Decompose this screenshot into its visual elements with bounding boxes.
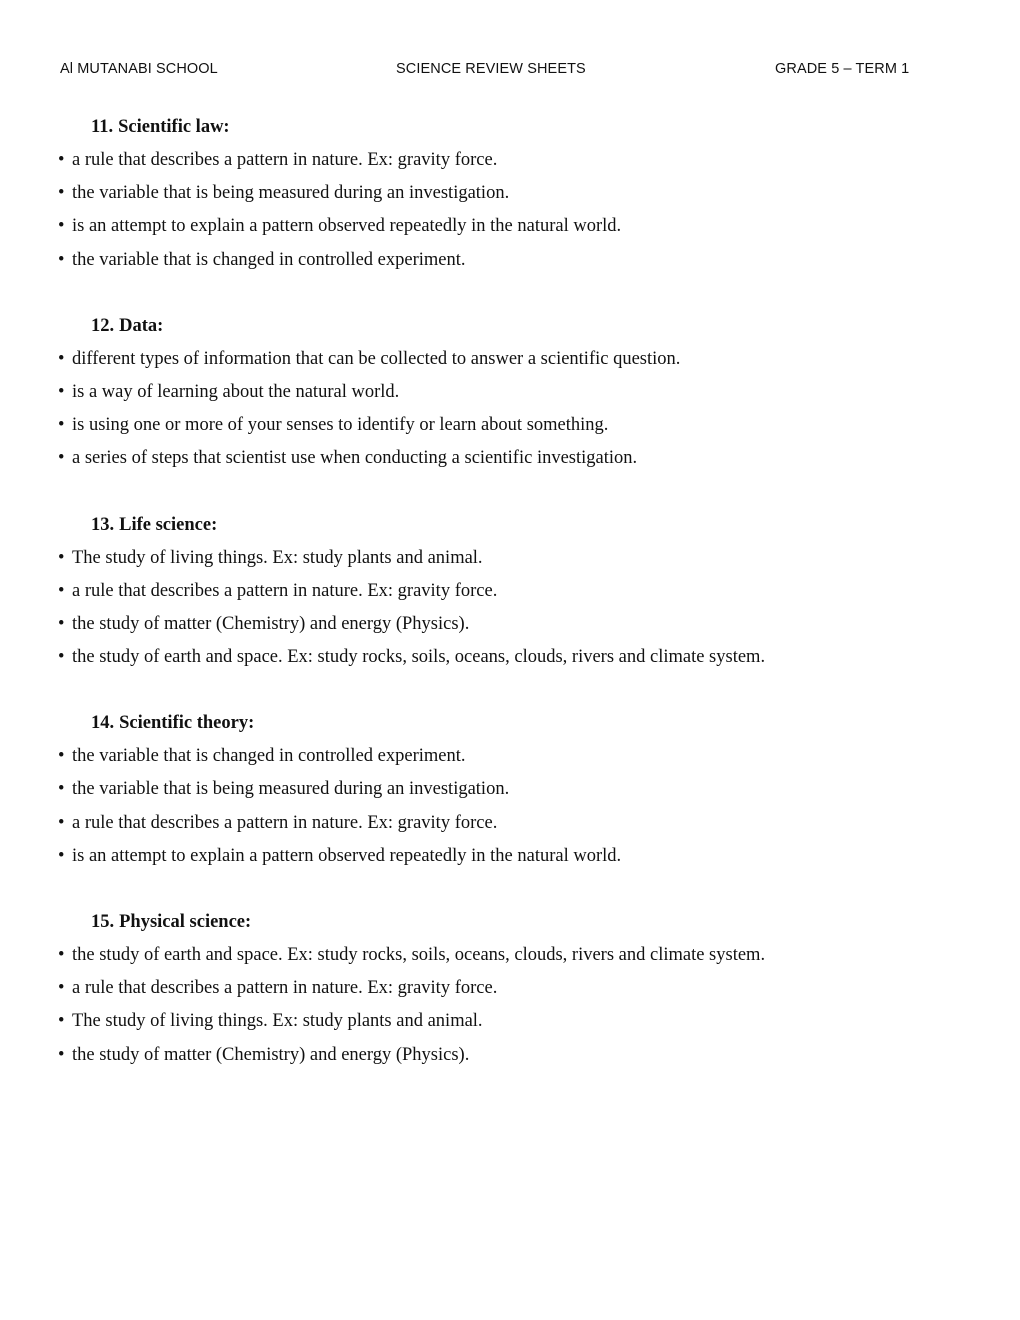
bullet-icon: •	[58, 216, 65, 237]
question-title	[58, 310, 958, 343]
answer-option-text: is an attempt to explain a pattern observed repeatedly in the natural world.	[72, 216, 622, 237]
answer-option	[58, 210, 958, 243]
document-title: SCIENCE REVIEW SHEETS	[396, 61, 586, 77]
question-block	[58, 509, 958, 675]
bullet-icon: •	[58, 183, 65, 204]
question-title	[58, 707, 958, 740]
answer-option-text: the study of matter (Chemistry) and energy (Physics).	[72, 1044, 470, 1065]
answer-option-text: a rule that describes a pattern in nature. Ex: gravity force.	[72, 580, 498, 601]
question-number: 11.	[91, 117, 114, 137]
answer-option-text: is using one or more of your senses to identify or learn about something.	[72, 415, 609, 436]
question-term: Physical science:	[119, 912, 252, 932]
bullet-icon: •	[58, 348, 65, 369]
question-list	[58, 111, 958, 1105]
question-title	[58, 111, 958, 144]
answer-option	[58, 542, 958, 575]
bullet-icon: •	[58, 547, 65, 568]
answer-option	[58, 376, 958, 409]
answer-option	[58, 575, 958, 608]
bullet-icon: •	[58, 613, 65, 634]
bullet-icon: •	[58, 448, 65, 469]
answer-option-text: The study of living things. Ex: study plants and animal.	[72, 1011, 483, 1032]
answer-option	[58, 177, 958, 210]
bullet-icon: •	[58, 381, 65, 402]
answer-option	[58, 608, 958, 641]
question-title	[58, 906, 958, 939]
answer-option	[58, 840, 958, 873]
page-header	[60, 61, 960, 83]
question-number: 12.	[91, 315, 115, 336]
answer-option	[58, 972, 958, 1005]
question-number: 13.	[91, 514, 115, 535]
question-block	[58, 906, 958, 1072]
answer-option-text: the study of earth and space. Ex: study rocks, soils, oceans, clouds, rivers and climate system.	[72, 945, 766, 965]
question-number: 15.	[91, 912, 115, 932]
answer-option-text: the study of matter (Chemistry) and energy (Physics).	[72, 613, 470, 634]
bullet-icon: •	[58, 945, 65, 965]
answer-option-text: different types of information that can be collected to answer a scientific question.	[72, 348, 681, 369]
answer-option-text: the variable that is changed in controlled experiment.	[72, 249, 466, 270]
bullet-icon: •	[58, 812, 65, 833]
school-name: Al MUTANABI SCHOOL	[60, 61, 218, 77]
bullet-icon: •	[58, 845, 65, 866]
question-number: 14.	[91, 713, 115, 734]
answer-option-text: a rule that describes a pattern in nature. Ex: gravity force.	[72, 812, 498, 833]
bullet-icon: •	[58, 580, 65, 601]
grade-term: GRADE 5 – TERM 1	[775, 61, 910, 77]
question-term: Data:	[119, 315, 164, 336]
question-block	[58, 111, 958, 277]
answer-option	[58, 144, 958, 177]
bullet-icon: •	[58, 779, 65, 800]
answer-option	[58, 740, 958, 773]
bullet-icon: •	[58, 1011, 65, 1032]
question-block	[58, 310, 958, 476]
answer-option	[58, 244, 958, 277]
bullet-icon: •	[58, 746, 65, 767]
bullet-icon: •	[58, 978, 65, 999]
answer-option-text: a series of steps that scientist use when conducting a scientific investigation.	[72, 448, 638, 469]
answer-option	[58, 939, 958, 972]
answer-option	[58, 641, 958, 674]
answer-option-text: the study of earth and space. Ex: study rocks, soils, oceans, clouds, rivers and climate system.	[72, 647, 766, 668]
question-term: Scientific law:	[118, 117, 230, 137]
question-term: Life science:	[119, 514, 218, 535]
bullet-icon: •	[58, 647, 65, 668]
bullet-icon: •	[58, 249, 65, 270]
bullet-icon: •	[58, 150, 65, 170]
answer-option	[58, 1005, 958, 1038]
question-block	[58, 707, 958, 873]
answer-option	[58, 1039, 958, 1072]
bullet-icon: •	[58, 415, 65, 436]
answer-option-text: the variable that is changed in controlled experiment.	[72, 746, 466, 767]
answer-option-text: a rule that describes a pattern in nature. Ex: gravity force.	[72, 150, 498, 170]
answer-option-text: the variable that is being measured during an investigation.	[72, 779, 510, 800]
answer-option	[58, 442, 958, 475]
answer-option-text: is a way of learning about the natural world.	[72, 381, 400, 402]
question-term: Scientific theory:	[119, 713, 255, 734]
answer-option	[58, 807, 958, 840]
question-title	[58, 509, 958, 542]
answer-option-text: the variable that is being measured during an investigation.	[72, 183, 510, 204]
answer-option-text: is an attempt to explain a pattern observed repeatedly in the natural world.	[72, 845, 622, 866]
answer-option	[58, 409, 958, 442]
answer-option-text: The study of living things. Ex: study plants and animal.	[72, 547, 483, 568]
answer-option	[58, 343, 958, 376]
answer-option-text: a rule that describes a pattern in nature. Ex: gravity force.	[72, 978, 498, 999]
bullet-icon: •	[58, 1044, 65, 1065]
answer-option	[58, 773, 958, 806]
